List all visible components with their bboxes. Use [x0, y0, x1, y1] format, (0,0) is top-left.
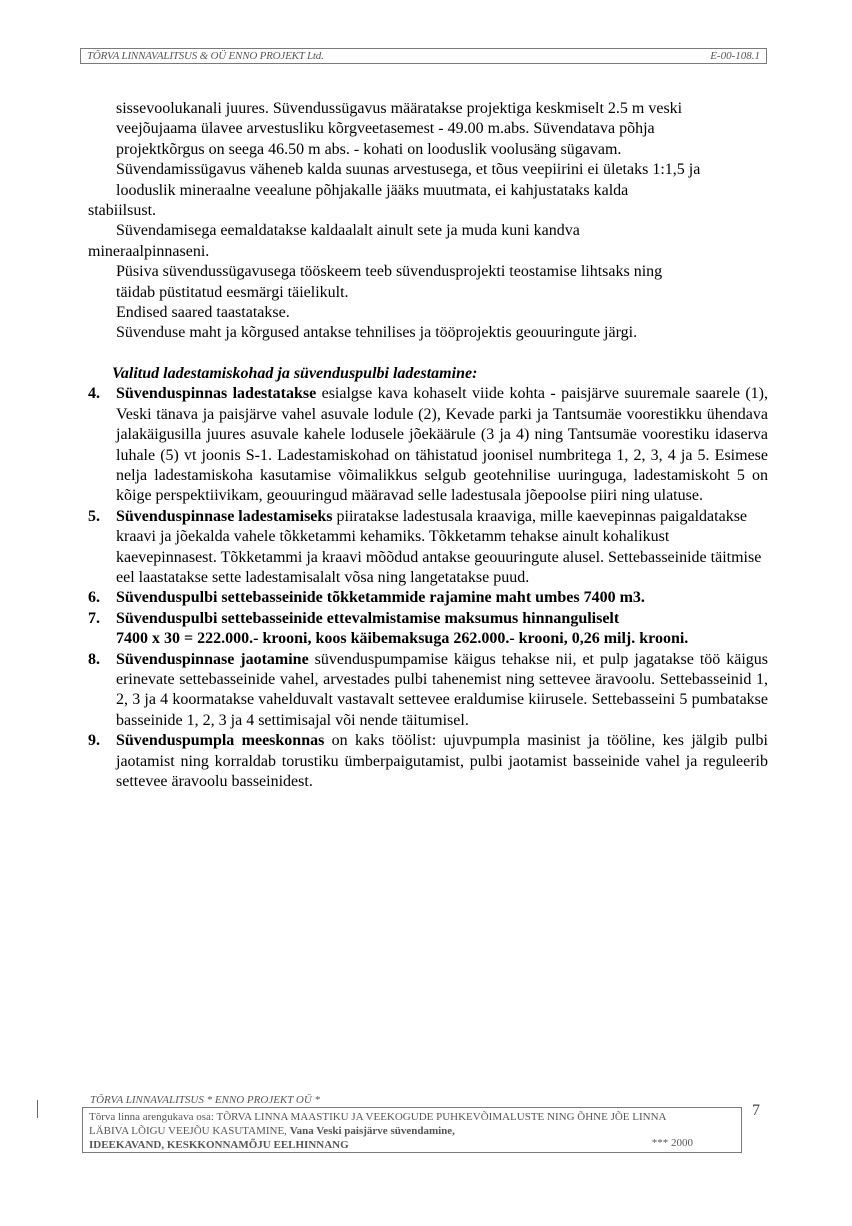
item-number: 8.: [88, 650, 100, 668]
item-text: piiratakse ladestusala kraaviga, mille kaevepinnas paigaldatakse kraavi ja jõekalda vahele tõkketammi kehamiks. Tõkketamm tehakse ainult kohalikust kaevepinnasest. Tõkketammi ja kraavi mõõdud antakse geouuringute alusel. Settebasseinide täitmise eel laastatakse sette ladestamisalalt võsa ning langetatakse puud.: [116, 507, 762, 586]
footer-line-2: [89, 1124, 735, 1138]
section-subheading: Valitud ladestamiskohad ja süvenduspulbi ladestamine:: [112, 364, 478, 382]
item-text: on kaks töölist: ujuvpumpla masinist ja tööline, kes jälgib pulbi jaotamist ning korraldab torustiku ümberpaigutamist, pulbi jaotamist basseinide vahel ja reguleerib settevee äravoolu basseinidest.: [116, 732, 769, 790]
list-item-6: [88, 588, 768, 608]
item-text: süvenduspumpamise käigus tehakse nii, et pulp jagatakse töö käigus erinevate settebasseinide vahel, arvestades pulbi tahenemist ning settevee äravoolu. Settebasseinid 1, 2, 3 ja 4 koormatakse vahelduvalt vastavalt settevee eraldumise kiirusele. Settebasseini 5 pumbatakse basseinide 1, 2, 3 ja 4 settimisajal või nende täitumisel.: [116, 650, 769, 729]
item-bold-lead: Süvenduspulbi settebasseinide tõkketammide rajamine maht umbes 7400 m3.: [116, 589, 645, 607]
list-item-8: [88, 650, 768, 732]
text-line: projektkõrgus on seega 46.50 m abs. - kohati on looduslik voolusäng sügavam.: [116, 140, 622, 158]
header-doc-code: E-00-108.1: [710, 50, 760, 62]
footer-year: *** 2000: [651, 1137, 693, 1149]
list-item-5: [88, 507, 768, 589]
paragraph-islands: Endised saared taastatakse.: [116, 304, 290, 322]
change-bar: [37, 1100, 38, 1118]
text-line: Süvendamissügavus väheneb kalda suunas arvestusega, et tõus veepiirini ei ületaks 1:1,5 ja: [116, 161, 701, 179]
text-line: veejõujaama ülavee arvestusliku kõrgveetasemest - 49.00 m.abs. Süvendatava põhja: [116, 120, 655, 138]
item-cost-estimate: 7400 x 30 = 222.000.- krooni, koos käibemaksuga 262.000.- krooni, 0,26 milj. krooni.: [116, 630, 689, 648]
item-number: 9.: [88, 732, 100, 750]
item-bold-lead: Süvenduspinnase ladestamiseks: [116, 507, 333, 525]
list-item-7: [88, 609, 768, 650]
footer-line-3: IDEEKAVAND, KESKKONNAMÕJU EELHINNANG: [89, 1139, 349, 1151]
item-bold-lead: Süvenduspinnase jaotamine: [116, 650, 309, 668]
footer-line-2-bold: Vana Veski paisjärve süvendamine,: [289, 1125, 455, 1137]
item-text: esialgse kava kohaselt viide kohta - paisjärve suuremale saarele (1), Veski tänava ja paisjärve vahel asuvale lodule (2), Kevade parki ja Tantsumäe voorestikku ühendava jalakäigusilla juures asuvale kahele lodusele jõekäärule (3 ja 4) ning Tantsumäe voorestiku idaserva luhale (5) vt joonis S-1. Ladestamiskohad on tähistatud joonisel numbritega 1, 2, 3, 4 ja 5. Esimese nelja ladestamiskoha kasutamise võimalikkus selgub geotehnilise uuringuga, ladestamiskoht 5 on kõige perspektiivikam, geouuringud määravad selle ladestusala jõepoolse piiri ning ulatuse.: [116, 385, 768, 505]
item-bold-lead: Süvenduspinnas ladestatakse: [116, 385, 317, 403]
paragraph-shore-removal: Süvendamisega eemaldatakse kaldaalalt ainult sete ja muda kuni kandva: [116, 222, 580, 240]
item-bold-lead: Süvenduspumpla meeskonnas: [116, 732, 325, 750]
list-item-4: [88, 384, 768, 506]
footer-box: [82, 1107, 742, 1153]
footer-title: TÕRVA LINNAVALITSUS * ENNO PROJEKT OÜ *: [90, 1094, 321, 1106]
text-line: mineraalpinnaseni.: [88, 242, 210, 260]
text-line: sissevoolukanali juures. Süvendussügavus määratakse projektiga keskmiselt 2.5 m veski: [116, 100, 683, 117]
footer-line-1: Tõrva linna arengukava osa: TÕRVA LINNA MAASTIKU JA VEEKOGUDE PUHKEVÕIMALUSTE NING ÕHNE JÕE LINNA: [89, 1111, 667, 1123]
text-line: looduslik mineraalne veealune põhjakalle jääks muutmata, ei kahjustataks kalda: [116, 181, 629, 199]
text-line: Püsiva süvendussügavusega tööskeem teeb süvendusprojekti teostamise lihtsaks ning: [116, 263, 663, 281]
paragraph-volume: Süvenduse maht ja kõrgused antakse tehnilises ja tööprojektis geouuringute järgi.: [116, 324, 638, 342]
item-bold-lead: Süvenduspulbi settebasseinide ettevalmistamise maksumus hinnanguliselt: [116, 609, 620, 627]
page-number: 7: [752, 1102, 760, 1119]
header-org: TÕRVA LINNAVALITSUS & OÜ ENNO PROJEKT Ltd.: [87, 50, 324, 62]
footer-line-2-plain: LÄBIVA LÕIGU VEEJÕU KASUTAMINE,: [89, 1125, 290, 1137]
page-header: [80, 48, 767, 64]
item-number: 4.: [88, 385, 100, 403]
item-number: 5.: [88, 507, 100, 525]
document-body: [88, 99, 768, 792]
item-number: 7.: [88, 609, 100, 627]
text-line: täidab püstitatud eesmärgi täielikult.: [116, 283, 349, 301]
paragraph-dredging-depth: [88, 99, 768, 201]
item-number: 6.: [88, 589, 100, 607]
paragraph-workflow: [88, 262, 768, 303]
text-line: stabiilsust.: [88, 202, 157, 220]
list-item-9: [88, 731, 768, 792]
